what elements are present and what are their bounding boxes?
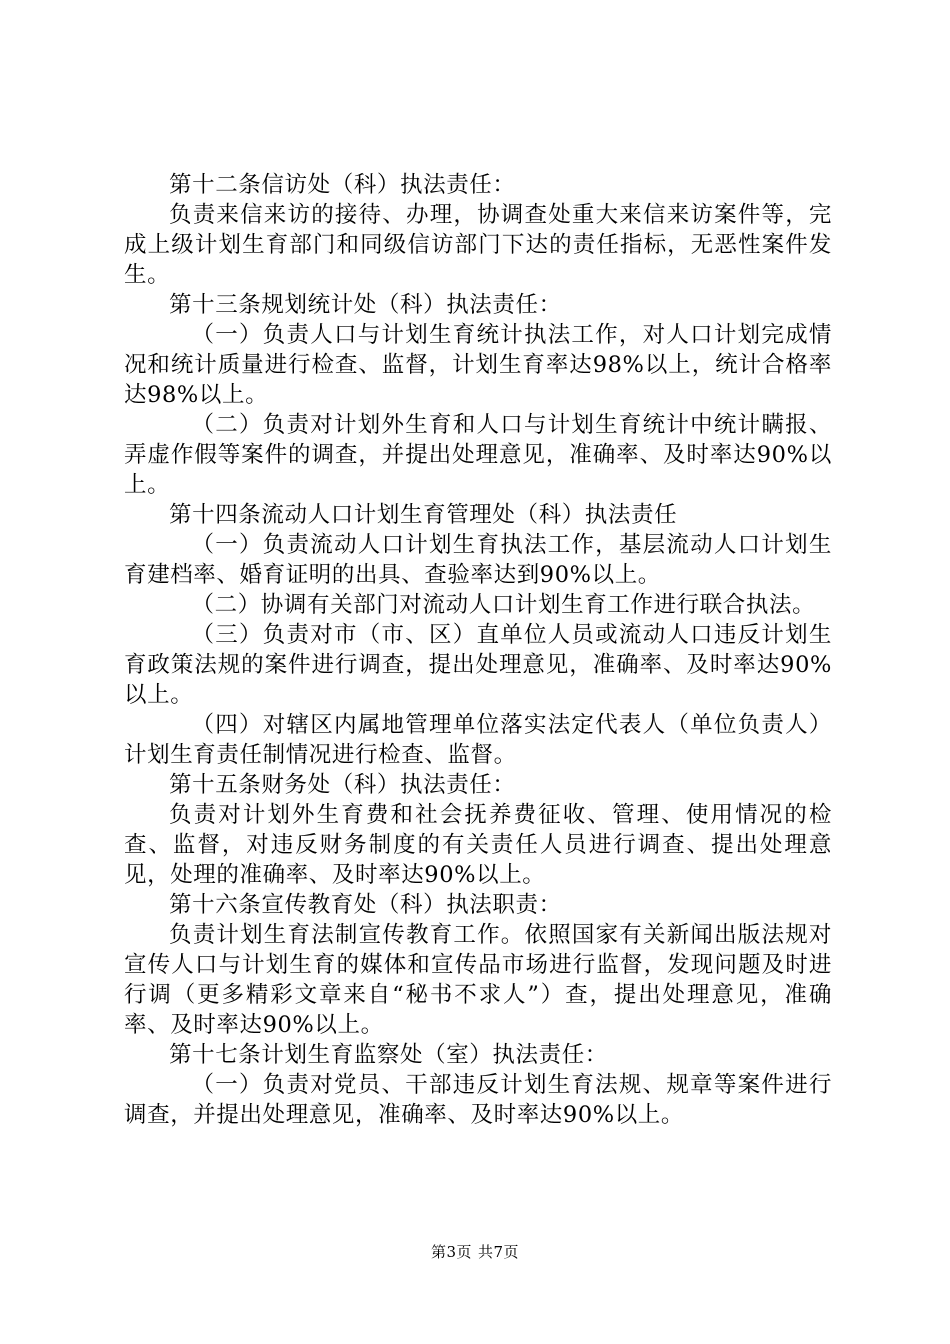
article-14-item-2: （二）协调有关部门对流动人口计划生育工作进行联合执法。: [191, 592, 816, 618]
page-number: 第3页: [430, 1243, 472, 1261]
page-footer: [0, 1242, 950, 1262]
article-12-body: 负责来信来访的接待、办理，协调查处重大来信来访案件等，完成上级计划生育部门和同级信访部门下达的责任指标，无恶性案件发生。: [124, 202, 832, 288]
article-12-heading: 第十二条信访处（科）执法责任：: [169, 172, 516, 198]
article-13-heading: 第十三条规划统计处（科）执法责任：: [169, 292, 562, 318]
article-14-heading: 第十四条流动人口计划生育管理处（科）执法责任: [169, 502, 678, 528]
article-14-item-3: （三）负责对市（市、区）直单位人员或流动人口违反计划生育政策法规的案件进行调查，提出处理意见，准确率、及时率达90%以上。: [124, 622, 832, 708]
article-13-item-1: （一）负责人口与计划生育统计执法工作，对人口计划完成情况和统计质量进行检查、监督，计划生育率达98%以上，统计合格率达98%以上。: [124, 322, 832, 408]
article-14-item-1: （一）负责流动人口计划生育执法工作，基层流动人口计划生育建档率、婚育证明的出具、查验率达到90%以上。: [124, 532, 832, 588]
article-17-item-1: （一）负责对党员、干部违反计划生育法规、规章等案件进行调查，并提出处理意见，准确率、及时率达90%以上。: [124, 1072, 832, 1128]
article-16-heading: 第十六条宣传教育处（科）执法职责：: [169, 892, 562, 918]
article-17-heading: 第十七条计划生育监察处（室）执法责任：: [169, 1042, 608, 1068]
page-total: 共7页: [478, 1243, 520, 1261]
article-15-body: 负责对计划外生育费和社会抚养费征收、管理、使用情况的检查、监督，对违反财务制度的有关责任人员进行调查、提出处理意见，处理的准确率、及时率达90%以上。: [124, 802, 832, 888]
article-14-item-4: （四）对辖区内属地管理单位落实法定代表人（单位负责人）计划生育责任制情况进行检查、监督。: [124, 712, 832, 768]
document-body: [124, 170, 832, 1130]
article-15-heading: 第十五条财务处（科）执法责任：: [169, 772, 516, 798]
article-13-item-2: （二）负责对计划外生育和人口与计划生育统计中统计瞒报、弄虚作假等案件的调查，并提出处理意见，准确率、及时率达90%以上。: [124, 412, 832, 498]
article-16-body: 负责计划生育法制宣传教育工作。依照国家有关新闻出版法规对宣传人口与计划生育的媒体和宣传品市场进行监督，发现问题及时进行调（更多精彩文章来自“秘书不求人”）查，提出处理意见，准确率、及时率达90%以上。: [124, 922, 832, 1038]
